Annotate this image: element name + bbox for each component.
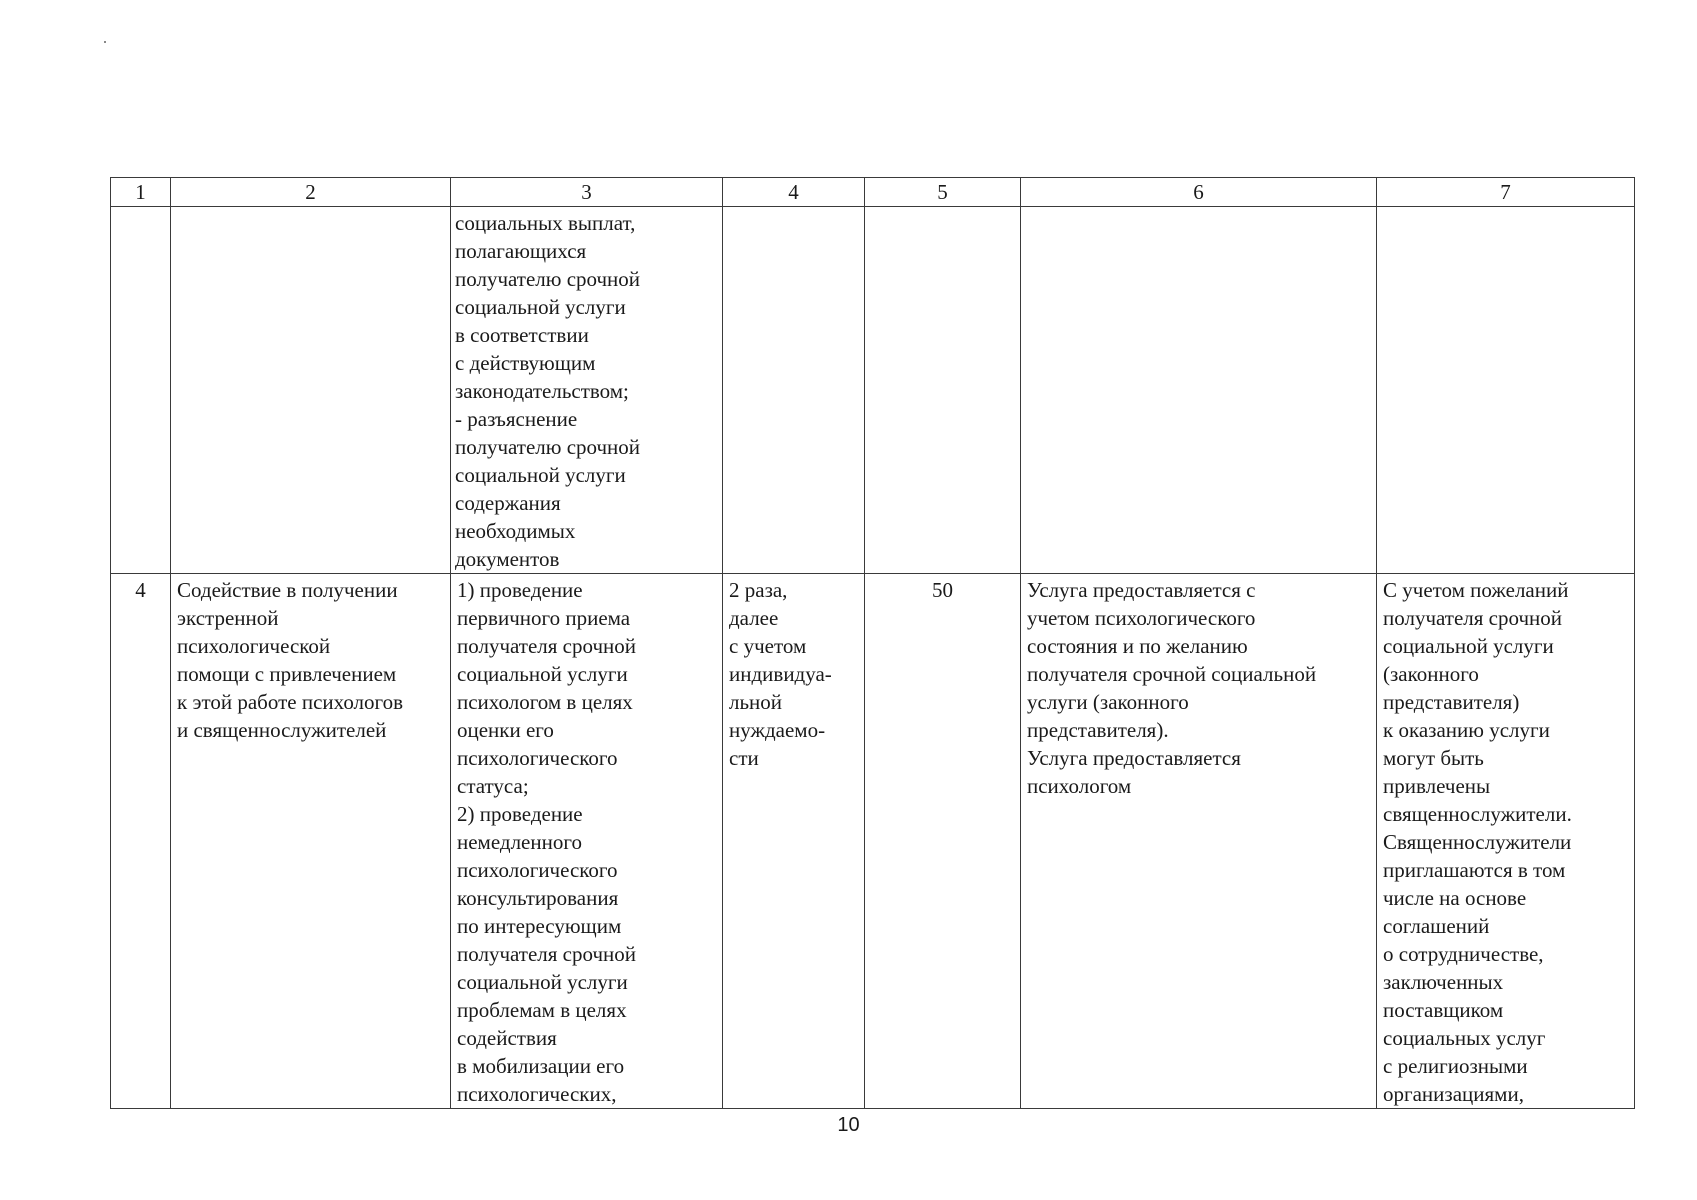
cont-cell-3 [451, 207, 723, 574]
row-number: 4 [135, 578, 146, 602]
service-conditions-cell [1021, 574, 1377, 1109]
column-number-7: 7 [1377, 178, 1635, 207]
service-description-cell [451, 574, 723, 1109]
service-value: 50 [932, 578, 953, 602]
column-number-4: 4 [723, 178, 865, 207]
cont-cell-7-text [1377, 207, 1634, 209]
cont-cell-1 [111, 207, 171, 574]
cont-cell-6 [1021, 207, 1377, 574]
service-name: Содействие в получении экстренной психологической помощи с привлечением к этой работе психологов и священнослужителей [177, 578, 404, 742]
cont-cell-4-text [723, 207, 864, 209]
service-name-cell [171, 574, 451, 1109]
column-number-1: 1 [111, 178, 171, 207]
service-conditions: Услуга предоставляется с учетом психологического состояния и по желанию получателя срочной социальной услуги (законного представителя). Услуга предоставляется психологом [1027, 578, 1317, 798]
service-notes-cell [1377, 574, 1635, 1109]
service-frequency-cell [723, 574, 865, 1109]
service-notes: С учетом пожеланий получателя срочной социальной услуги (законного представителя) к оказанию услуги могут быть привлечены священнослужители. Священнослужители приглашаются в том числе на основе соглашений о сотрудничестве, заключенных поставщиком социальных услуг с религиозными организациями, [1383, 578, 1572, 1106]
cont-cell-2-text [171, 207, 450, 209]
cont-cell-1-text [111, 207, 170, 209]
service-row-4 [111, 574, 1635, 1109]
cont-cell-2 [171, 207, 451, 574]
services-table [110, 177, 1635, 1109]
row-number-cell [111, 574, 171, 1109]
service-value-cell [865, 574, 1021, 1109]
continuation-row [111, 207, 1635, 574]
column-number-3: 3 [451, 178, 723, 207]
column-number-2: 2 [171, 178, 451, 207]
service-frequency: 2 раза, далее с учетом индивидуа- льной нуждаемо- сти [729, 578, 832, 770]
page-number: 10 [837, 1114, 860, 1136]
service-description: 1) проведение первичного приема получателя срочной социальной услуги психологом в целях оценки его психологического статуса; 2) проведение немедленного психологического консультирования по интересующим получателя срочной социальной услуги проблемам в целях содействия в мобилизации его психологических, [457, 578, 636, 1106]
column-number-5: 5 [865, 178, 1021, 207]
cont-cell-5 [865, 207, 1021, 574]
cont-cell-4 [723, 207, 865, 574]
cont-cell-3-text: социальных выплат, полагающихся получателю срочной социальной услуги в соответствии с действующим законодательством; - разъяснение получателю срочной социальной услуги содержания необходимых документов [455, 211, 641, 571]
scan-speck [104, 41, 106, 43]
cont-cell-6-text [1021, 207, 1376, 209]
column-number-row [111, 178, 1635, 207]
cont-cell-5-text [865, 207, 1020, 209]
column-number-6: 6 [1021, 178, 1377, 207]
cont-cell-7 [1377, 207, 1635, 574]
